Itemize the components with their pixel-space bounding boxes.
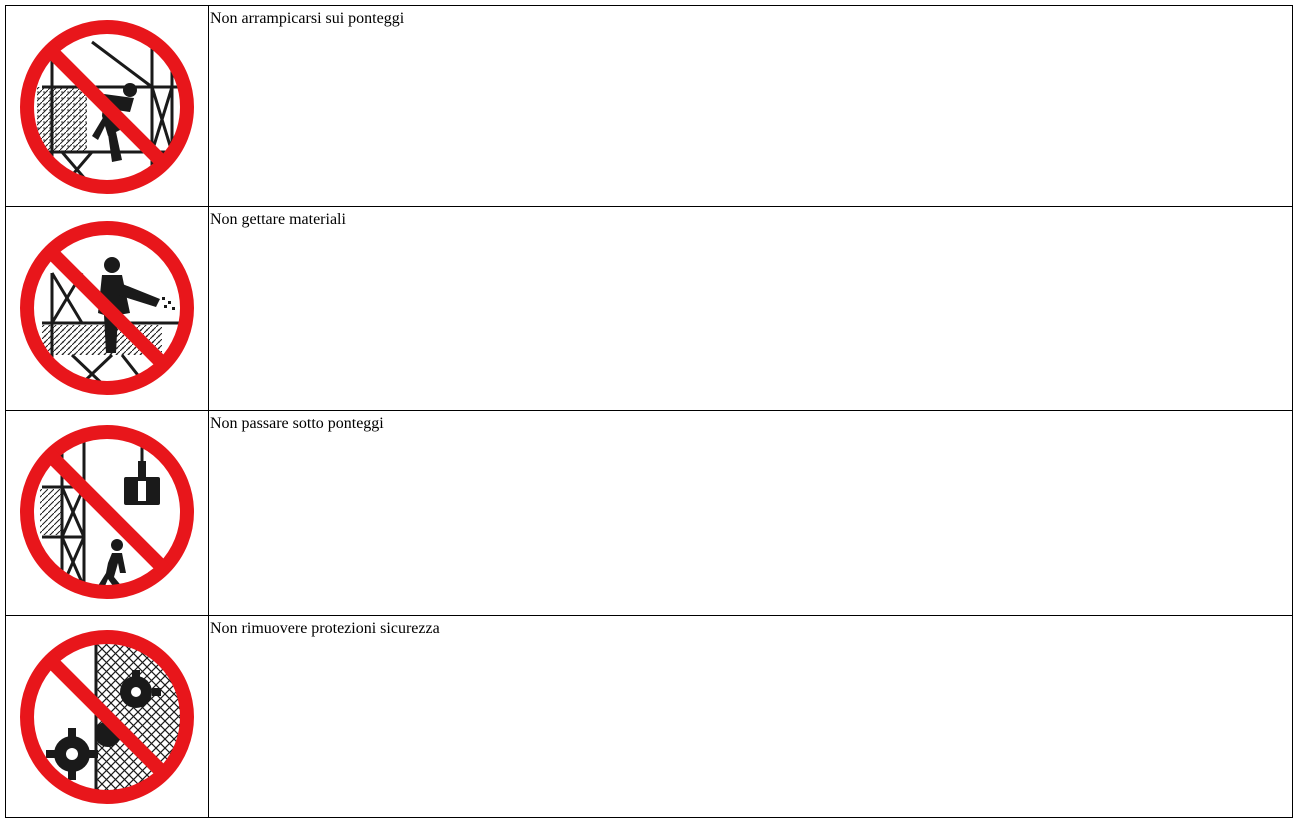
table-row (6, 207, 1293, 411)
sign-description: Non gettare materiali (210, 211, 346, 228)
text-cell (209, 6, 1293, 207)
text-cell (209, 207, 1293, 411)
table-row (6, 6, 1293, 207)
no-climbing-scaffold-icon (12, 12, 202, 202)
no-passing-under-scaffold-icon (12, 417, 202, 607)
sign-description: Non arrampicarsi sui ponteggi (210, 10, 405, 27)
icon-cell (6, 616, 209, 818)
sign-description: Non rimuovere protezioni sicurezza (210, 620, 440, 637)
text-cell (209, 616, 1293, 818)
no-removing-safety-guards-icon (12, 622, 202, 812)
no-throwing-materials-icon (12, 213, 202, 403)
icon-cell (6, 411, 209, 616)
text-cell (209, 411, 1293, 616)
sign-description: Non passare sotto ponteggi (210, 415, 384, 432)
safety-signs-table (5, 5, 1293, 818)
table-row (6, 616, 1293, 818)
icon-cell (6, 6, 209, 207)
icon-cell (6, 207, 209, 411)
table-row (6, 411, 1293, 616)
